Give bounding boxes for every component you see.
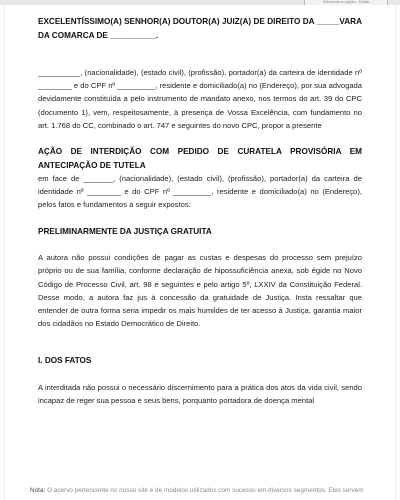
document-page [4, 5, 396, 500]
options-dropdown[interactable]: Selecione a opção - Editar [304, 0, 388, 6]
intro-paragraph: __________, (nacionalidade), (estado civil), (profissão), portador(a) da carteira de identidade nº ________ e do CPF nº _________, residente e domiciliado(a) no (Endereço), por sua advogada devidamente constituída a pelo instrumento de mandato anexo, nos termos do art. 39 do CPC (documento 1), vem, respeitosamente, à presença de Vossa Excelência, com fundamento no art. 1.768 do CC, combinado o art. 747 e seguintes do novo CPC, propor a presente [38, 68, 362, 130]
facts-heading: I. DOS FATOS [38, 356, 92, 366]
action-heading: AÇÃO DE INTERDIÇÃO COM PEDIDO DE CURATELA PROVISÓRIA EM ANTECIPAÇÃO DE TUTELA [38, 147, 362, 170]
footer-note [30, 486, 400, 500]
note-text: O acervo pertencente no nosso site é de modelos utilizados com sucesso em diversos segmentos. Eles servem [47, 487, 364, 494]
judge-address-heading: EXCELENTÍSSIMO(A) SENHOR(A) DOUTOR(A) JUIZ(A) DE DIREITO DA _____VARA DA COMARCA DE __________. [38, 17, 362, 40]
document-content [38, 15, 362, 407]
preliminary-paragraph: A autora não possui condições de pagar as custas e despesas do processo sem prejuízo próprio ou de sua família, conforme declaração de hipossuficiência anexa, sob égide no Novo Código de Processo Civil, art. 98 e seguintes e pelo artigo 5º, LXXIV da Constituição Federal. Desse modo, a autora faz jus à concessão da gratuidade de Justiça. Insta ressaltar que entender de outra forma seria impedir os mais humildes de ter acesso à Justiça, garantia maior dos cidadãos no Estado Democrático de Direito. [38, 253, 362, 329]
facts-paragraph: A interditada não possui o necessário discernimento para a prática dos atos da vida civil, sendo incapaz de reger sua pessoa e seus bens, porquanto portadora de doença mental [38, 382, 362, 406]
note-label: Nota: [30, 487, 46, 494]
preliminary-heading: PRELIMINARMENTE DA JUSTIÇA GRATUITA [38, 226, 212, 236]
against-paragraph: em face de _______, (nacionalidade), (estado civil), (profissão), portador(a) da carteira de identidade nº ________ e do CPF nº _________, residente e domiciliado(a) no (Endereço), pelos fatos e fundamentos a seguir expostos: [38, 174, 362, 210]
